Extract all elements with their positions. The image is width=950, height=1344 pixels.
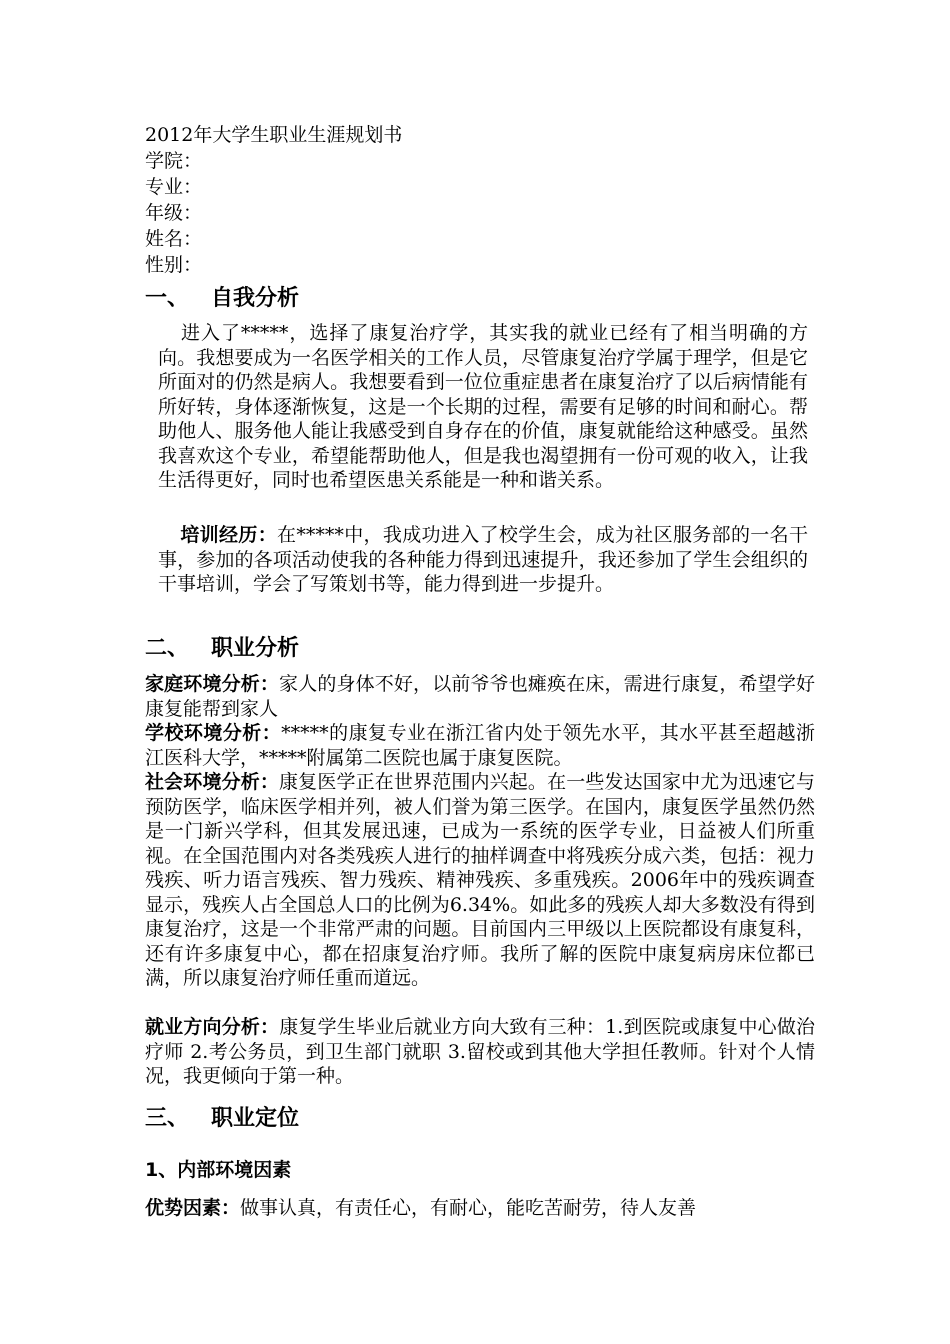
training-text: 在*****中，我成功进入了校学生会，成为社区服务部的一名干事，参加的各项活动使我的各种能力得到迅速提升，我还参加了学生会组织的干事培训，学会了写策划书等，能力得到进一步提升。 bbox=[158, 524, 808, 595]
section3-title: 职业定位 bbox=[211, 1106, 300, 1131]
family-analysis bbox=[145, 672, 815, 721]
society-analysis bbox=[145, 770, 815, 991]
section2-number: 二、 bbox=[145, 636, 190, 661]
school-text: *****的康复专业在浙江省内处于领先水平，其水平甚至超越浙江医科大学，*****附属第二医院也属于康复医院。 bbox=[145, 722, 815, 769]
field-gender: 性别： bbox=[145, 254, 203, 276]
training-label: 培训经历： bbox=[180, 524, 278, 546]
career-label: 就业方向分析： bbox=[145, 1016, 280, 1038]
section1-heading bbox=[145, 284, 299, 314]
field-grade: 年级： bbox=[145, 202, 203, 224]
self-analysis-paragraph bbox=[158, 321, 808, 493]
field-major: 专业： bbox=[145, 176, 203, 198]
section2-title: 职业分析 bbox=[211, 636, 300, 661]
document-title: 2012年大学生职业生涯规划书 bbox=[145, 124, 403, 146]
family-label: 家庭环境分析： bbox=[145, 673, 280, 695]
career-text: 康复学生毕业后就业方向大致有三种：1.到医院或康复中心做治疗师 2.考公务员，到卫生部门就职 3.留校或到其他大学担任教师。针对个人情况，我更倾向于第一种。 bbox=[145, 1016, 815, 1087]
career-analysis bbox=[145, 1015, 815, 1089]
self-analysis-text: 进入了*****，选择了康复治疗学，其实我的就业已经有了相当明确的方向。我想要成为一名医学相关的工作人员，尽管康复治疗学属于理学，但是它所面对的仍然是病人。我想要看到一位位重症患者在康复治疗了以后病情能有所好转，身体逐渐恢复，这是一个长期的过程，需要有足够的时间和耐心。帮助他人、服务他人能让我感受到自身存在的价值，康复就能给这种感受。虽然我喜欢这个专业，希望能帮助他人，但是我也渴望拥有一份可观的收入，让我生活得更好，同时也希望医患关系能是一种和谐关系。 bbox=[158, 322, 808, 491]
section1-number: 一、 bbox=[145, 286, 190, 311]
internal-factors-heading: 1、内部环境因素 bbox=[145, 1159, 292, 1181]
family-text: 家人的身体不好，以前爷爷也瘫痪在床，需进行康复，希望学好康复能帮到家人 bbox=[145, 673, 815, 720]
section2-heading bbox=[145, 634, 299, 664]
section1-title: 自我分析 bbox=[211, 286, 300, 311]
advantages-text: 做事认真，有责任心，有耐心，能吃苦耐劳，待人友善 bbox=[240, 1197, 697, 1219]
field-name: 姓名： bbox=[145, 228, 203, 250]
section3-heading bbox=[145, 1104, 299, 1134]
advantages-label: 优势因素： bbox=[145, 1197, 241, 1219]
society-label: 社会环境分析： bbox=[145, 771, 280, 793]
training-paragraph bbox=[158, 523, 808, 597]
school-analysis bbox=[145, 721, 815, 770]
section3-number: 三、 bbox=[145, 1106, 190, 1131]
school-label: 学校环境分析： bbox=[145, 722, 282, 744]
advantages bbox=[145, 1196, 815, 1221]
field-college: 学院： bbox=[145, 150, 203, 172]
society-text: 康复医学正在世界范围内兴起。在一些发达国家中尤为迅速它与预防医学，临床医学相并列，被人们誉为第三医学。在国内，康复医学虽然仍然是一门新兴学科，但其发展迅速，已成为一系统的医学专业，日益被人们所重视。在全国范围内对各类残疾人进行的抽样调查中将残疾分成六类，包括：视力残疾、听力语言残疾、智力残疾、精神残疾、多重残疾。2006年中的残疾调查显示，残疾人占全国总人口的比例为6.34%。如此多的残疾人却大多数没有得到康复治疗，这是一个非常严肃的问题。目前国内三甲级以上医院都设有康复科，还有许多康复中心，都在招康复治疗师。我所了解的医院中康复病房床位都已满，所以康复治疗师任重而道远。 bbox=[145, 771, 815, 989]
